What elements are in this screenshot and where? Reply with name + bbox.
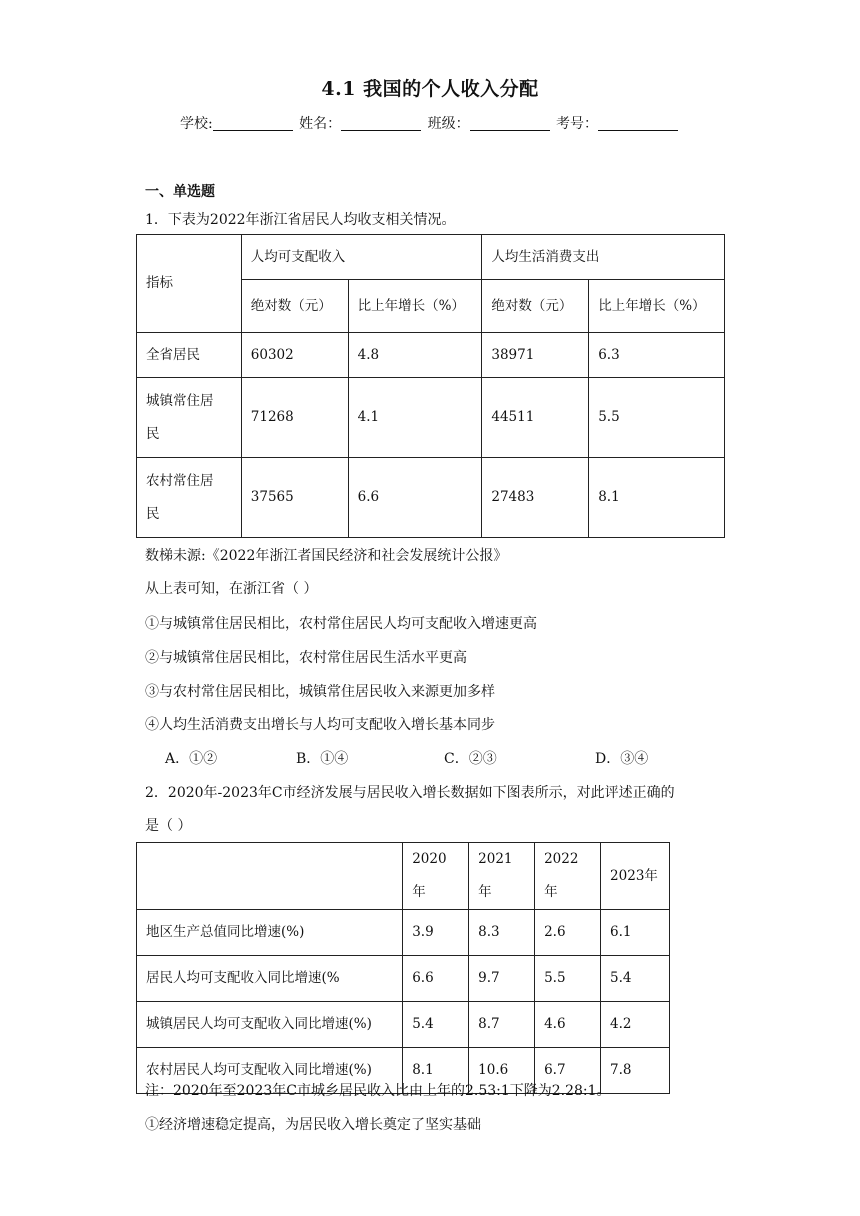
choice-a[interactable]: A．①② (165, 751, 218, 767)
q1-option-4: ④人均生活消费支出增长与人均可支配收入增长基本同步 (145, 717, 495, 733)
table-cell: 60302 (241, 333, 348, 378)
choice-b[interactable]: B．①④ (296, 751, 349, 767)
spend-group-header: 人均生活消费支出 (482, 235, 725, 280)
name-label: 姓名： (299, 116, 342, 132)
table-cell: 4.8 (348, 333, 482, 378)
table-cell: 5.4 (403, 1002, 469, 1048)
q2-note: 注：2020年至2023年C市城乡居民收入比由上年的2.53:1下降为2.28:1。 (145, 1083, 611, 1099)
table-cell: 6.7 (535, 1048, 601, 1094)
q1-option-3: ③与农村常住居民相比，城镇常住居民收入来源更加多样 (145, 684, 495, 700)
q1-table (136, 234, 725, 538)
q1-choices (145, 748, 705, 768)
table-row (137, 956, 670, 1002)
row-label: 农村居民人均可支配收入同比增速(%) (137, 1048, 403, 1094)
table-cell: 10.6 (469, 1048, 535, 1094)
table-cell: 37565 (241, 458, 348, 538)
row-label: 全省居民 (137, 333, 242, 378)
row-label: 城镇常住居 民 (137, 378, 242, 458)
year-header: 2022年 (535, 843, 601, 910)
subheader: 绝对数（元） (482, 280, 589, 333)
number-blank (598, 116, 678, 131)
school-blank (213, 116, 293, 131)
table-cell: 4.6 (535, 1002, 601, 1048)
corner-cell (137, 843, 403, 910)
indicator-header: 指标 (137, 235, 242, 333)
table-cell: 5.4 (601, 956, 670, 1002)
table-cell: 6.1 (601, 910, 670, 956)
table-cell: 8.3 (469, 910, 535, 956)
table-cell: 9.7 (469, 956, 535, 1002)
table-cell: 71268 (241, 378, 348, 458)
table-cell: 7.8 (601, 1048, 670, 1094)
q1-lead: 从上表可知，在浙江省（ ） (145, 581, 318, 597)
table-cell: 2.6 (535, 910, 601, 956)
choice-c[interactable]: C．②③ (444, 751, 497, 767)
table-cell: 5.5 (589, 378, 725, 458)
page-title: 4.1 我国的个人收入分配 (321, 78, 539, 100)
q2-stem-line1: 2．2020年-2023年C市经济发展与居民收入增长数据如下图表所示，对此评述正确的 (145, 785, 675, 801)
row-label: 城镇居民人均可支配收入同比增速(%) (137, 1002, 403, 1048)
table-row (137, 458, 725, 538)
q2-stem-line2: 是（ ） (145, 818, 192, 834)
table-cell: 8.7 (469, 1002, 535, 1048)
row-label: 农村常住居 民 (137, 458, 242, 538)
q1-option-2: ②与城镇常住居民相比，农村常住居民生活水平更高 (145, 650, 467, 666)
table-cell: 8.1 (403, 1048, 469, 1094)
choice-d[interactable]: D．③④ (595, 751, 649, 767)
table-cell: 5.5 (535, 956, 601, 1002)
table-cell: 4.1 (348, 378, 482, 458)
table-row (137, 1002, 670, 1048)
q1-source: 数梯未源:《2022年浙江者国民经济和社会发展统计公报》 (145, 548, 508, 564)
subheader: 绝对数（元） (241, 280, 348, 333)
class-label: 班级： (427, 116, 470, 132)
year-header: 2020年 (403, 843, 469, 910)
subheader: 比上年增长（%） (348, 280, 482, 333)
q1-option-1: ①与城镇常住居民相比，农村常住居民人均可支配收入增速更高 (145, 616, 537, 632)
table-row (137, 378, 725, 458)
table-cell: 44511 (482, 378, 589, 458)
section-heading: 一、单选题 (145, 184, 215, 200)
table-row (137, 910, 670, 956)
table-cell: 38971 (482, 333, 589, 378)
class-blank (470, 116, 550, 131)
year-header: 2023年 (601, 843, 670, 910)
income-group-header: 人均可支配收入 (241, 235, 482, 280)
row-label: 居民人均可支配收入同比增速(% (137, 956, 403, 1002)
school-label: 学校: (179, 116, 213, 132)
table-cell: 6.6 (403, 956, 469, 1002)
subheader: 比上年增长（%） (589, 280, 725, 333)
row-label: 地区生产总值同比增速(%) (137, 910, 403, 956)
table-cell: 6.6 (348, 458, 482, 538)
name-blank (341, 116, 421, 131)
number-label: 考号： (556, 116, 599, 132)
table-cell: 6.3 (589, 333, 725, 378)
q2-option-1: ①经济增速稳定提高，为居民收入增长奠定了坚实基础 (145, 1117, 481, 1133)
table-cell: 27483 (482, 458, 589, 538)
table-cell: 3.9 (403, 910, 469, 956)
table-cell: 8.1 (589, 458, 725, 538)
q2-table (136, 842, 670, 1094)
year-header: 2021年 (469, 843, 535, 910)
student-info-line (0, 113, 860, 133)
q1-stem: 1．下表为2022年浙江省居民人均收支相关情况。 (145, 212, 456, 228)
table-cell: 4.2 (601, 1002, 670, 1048)
table-row (137, 333, 725, 378)
